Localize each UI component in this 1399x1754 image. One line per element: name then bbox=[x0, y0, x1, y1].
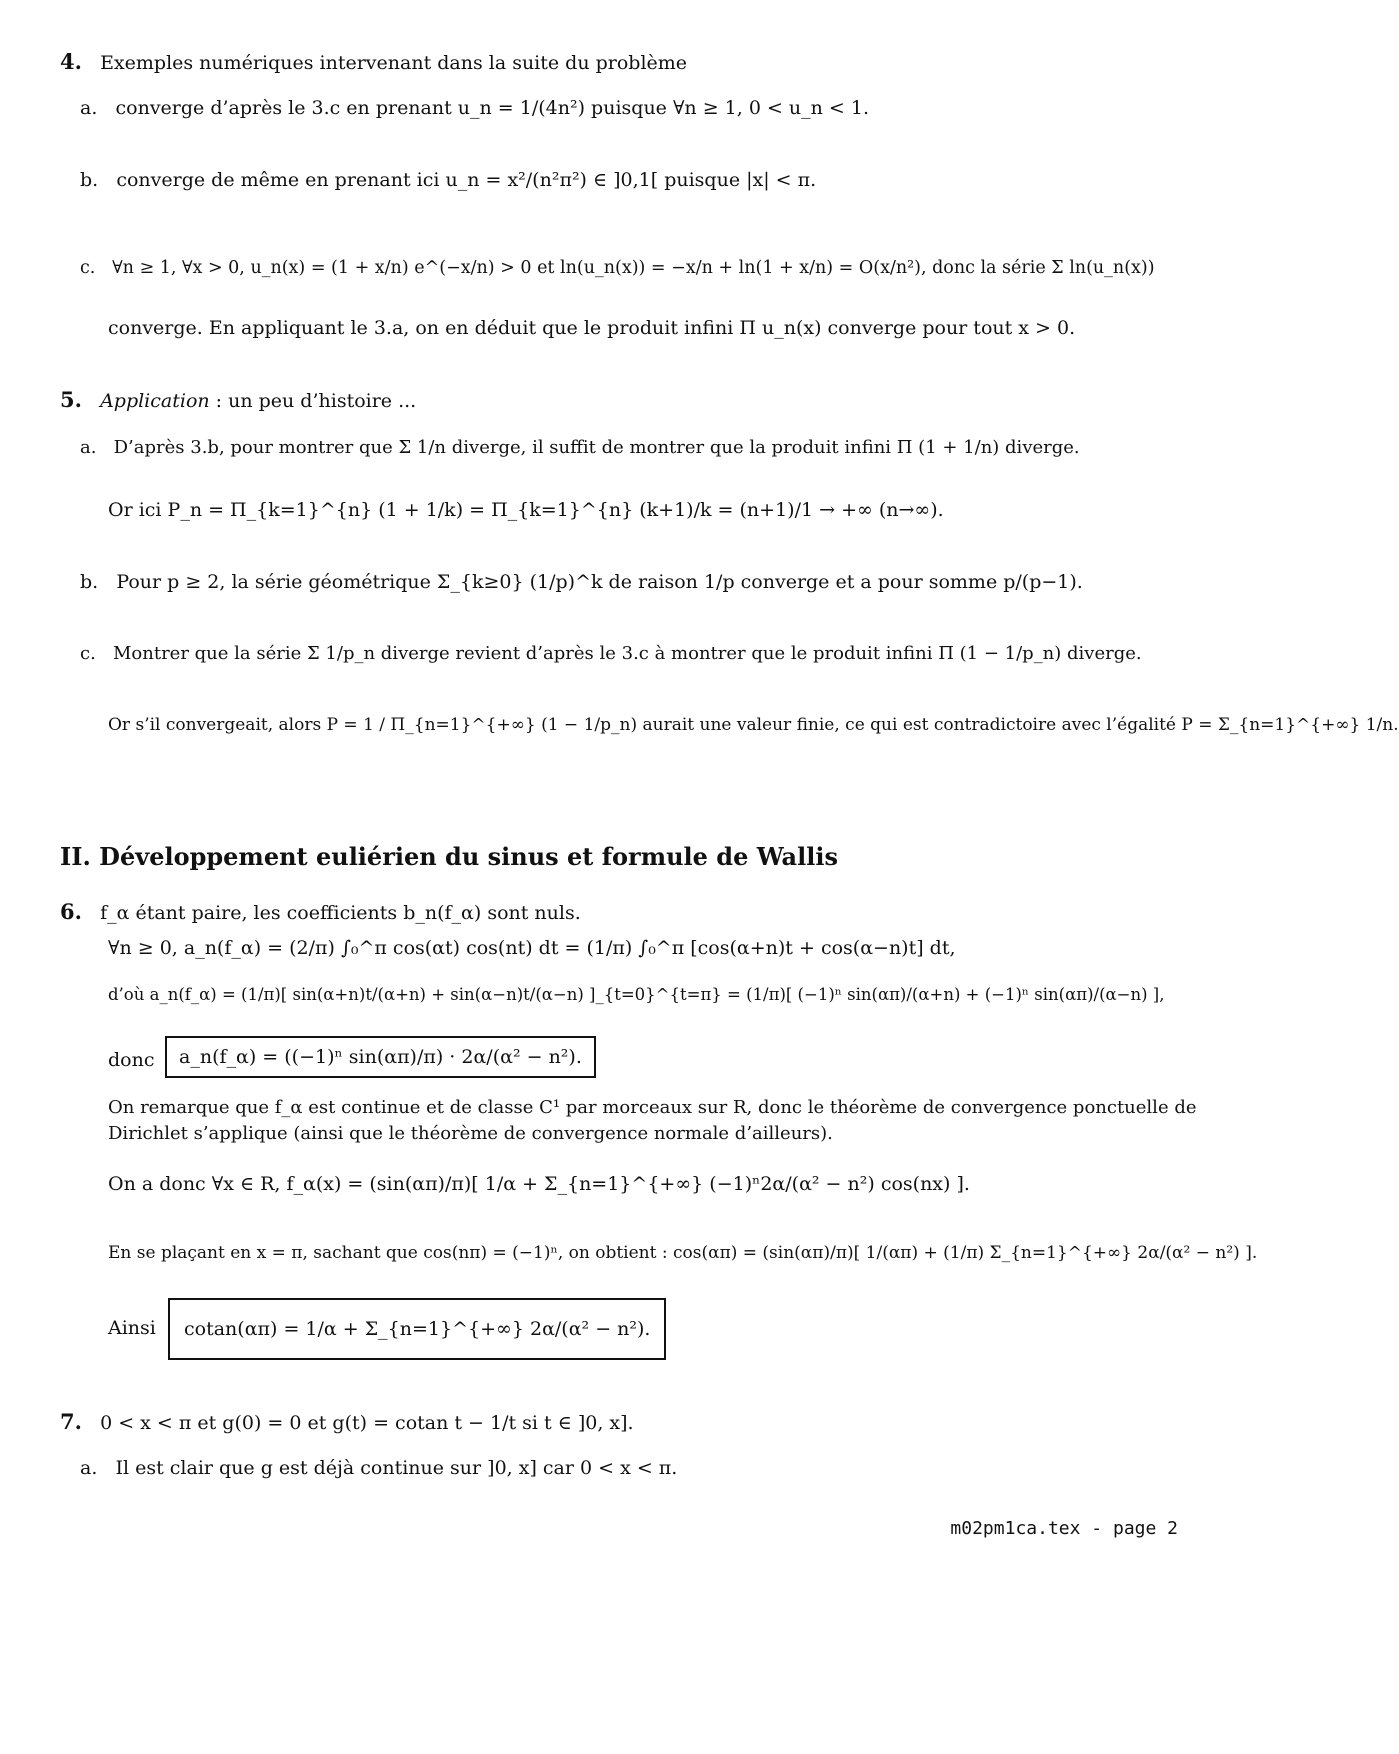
q4c-line bbox=[80, 258, 1155, 278]
q6-line5 bbox=[108, 1244, 1257, 1264]
q7a-line bbox=[80, 1458, 677, 1480]
q4c-label: c. bbox=[80, 258, 96, 278]
q6-line1 bbox=[60, 900, 581, 925]
q4b-label: b. bbox=[80, 169, 99, 191]
q6-line4 bbox=[108, 1174, 970, 1196]
q6-line3 bbox=[108, 986, 1164, 1005]
q5-heading bbox=[60, 388, 416, 413]
q5b-label: b. bbox=[80, 571, 99, 593]
q4a-text: converge d’après le 3.c en prenant u_n = 1/(4n²) puisque ∀n ≥ 1, 0 < u_n < 1. bbox=[115, 97, 870, 119]
q5a-line2 bbox=[108, 500, 944, 522]
q6-boxed-result-2: cotan(απ) = 1/α + Σ_{n=1}^{+∞} 2α/(α² − n²). bbox=[168, 1298, 666, 1360]
q6-para1: On remarque que f_α est continue et de classe C¹ par morceaux sur R, donc le théorème de convergence ponctuelle de bbox=[108, 1097, 1197, 1118]
q4-title: Exemples numériques intervenant dans la suite du problème bbox=[100, 52, 688, 74]
q5b-text: Pour p ≥ 2, la série géométrique Σ_{k≥0} (1/p)^k de raison 1/p converge et a pour somme p/(p−1). bbox=[116, 571, 1083, 593]
q4a-label: a. bbox=[80, 97, 98, 119]
q5-number: 5. bbox=[60, 387, 82, 412]
q6-text4: On a donc ∀x ∈ R, f_α(x) = (sin(απ)/π)[ 1/α + Σ_{n=1}^{+∞} (−1)ⁿ2α/(α² − n²) cos(nx) ]. bbox=[108, 1173, 970, 1195]
q5-title-em: Application bbox=[100, 390, 210, 412]
q6-para2: Dirichlet s’applique (ainsi que le théorème de convergence normale d’ailleurs). bbox=[108, 1123, 833, 1144]
q6-line2 bbox=[108, 938, 956, 960]
q5a-text2: Or ici P_n = Π_{k=1}^{n} (1 + 1/k) = Π_{k=1}^{n} (k+1)/k = (n+1)/1 → +∞ (n→∞). bbox=[108, 499, 944, 521]
q6-ainsi-label: Ainsi bbox=[108, 1317, 156, 1339]
q5c-line2 bbox=[108, 716, 1399, 736]
q5a-label: a. bbox=[80, 437, 97, 458]
q5c-text2: Or s’il convergeait, alors P = 1 / Π_{n=1}^{+∞} (1 − 1/p_n) aurait une valeur finie, ce qui est contradictoire avec l’égalité P = Σ_{n=1}^{+∞} 1/n. bbox=[108, 715, 1399, 735]
section-title: II. Développement euliérien du sinus et formule de Wallis bbox=[60, 842, 838, 871]
q7a-label: a. bbox=[80, 1457, 98, 1479]
q7-number: 7. bbox=[60, 1409, 82, 1434]
q6-text2: ∀n ≥ 0, a_n(f_α) = (2/π) ∫₀^π cos(αt) cos(nt) dt = (1/π) ∫₀^π [cos(α+n)t + cos(α−n)t] dt, bbox=[108, 937, 956, 959]
q4b-line bbox=[80, 170, 816, 192]
q5b-line bbox=[80, 572, 1083, 594]
q5a-text: D’après 3.b, pour montrer que Σ 1/n diverge, il suffit de montrer que la produit infini Π (1 + 1/n) diverge. bbox=[113, 437, 1080, 458]
q6-boxed-result-1: a_n(f_α) = ((−1)ⁿ sin(απ)/π) · 2α/(α² − n²). bbox=[165, 1036, 596, 1078]
q4a-line bbox=[80, 98, 869, 120]
q4c-text2: converge. En appliquant le 3.a, on en déduit que le produit infini Π u_n(x) converge pour tout x > 0. bbox=[108, 317, 1076, 339]
q6-text3: d’où a_n(f_α) = (1/π)[ sin(α+n)t/(α+n) + sin(α−n)t/(α−n) ]_{t=0}^{t=π} = (1/π)[ (−1)ⁿ sin(απ)/(α+n) + (−1)ⁿ sin(απ)/(α−n) ], bbox=[108, 985, 1165, 1004]
q7-text1: 0 < x < π et g(0) = 0 et g(t) = cotan t − 1/t si t ∈ ]0, x]. bbox=[100, 1412, 634, 1434]
q5c-text: Montrer que la série Σ 1/p_n diverge revient d’après le 3.c à montrer que le produit infini Π (1 − 1/p_n) diverge. bbox=[112, 643, 1142, 664]
q5c-line bbox=[80, 644, 1142, 665]
q7-line1 bbox=[60, 1410, 634, 1435]
q5a-line bbox=[80, 438, 1080, 459]
page-footer: m02pm1ca.tex - page 2 bbox=[950, 1518, 1178, 1539]
q5-title-rest: : un peu d’histoire ... bbox=[209, 390, 417, 412]
q4-number: 4. bbox=[60, 49, 82, 74]
q4-heading bbox=[60, 50, 687, 75]
q6-number: 6. bbox=[60, 899, 82, 924]
q6-text5: En se plaçant en x = π, sachant que cos(nπ) = (−1)ⁿ, on obtient : cos(απ) = (sin(απ)/π)[ 1/(απ) + (1/π) Σ_{n=1}^{+∞} 2α/(α² − n²) ]. bbox=[108, 1243, 1258, 1263]
q4b-text: converge de même en prenant ici u_n = x²/(n²π²) ∈ ]0,1[ puisque |x| < π. bbox=[116, 169, 817, 191]
q4c-text: ∀n ≥ 1, ∀x > 0, u_n(x) = (1 + x/n) e^(−x/n) > 0 et ln(u_n(x)) = −x/n + ln(1 + x/n) = O(x/n²), donc la série Σ ln(u_n(x)) bbox=[112, 258, 1155, 278]
q6-text1: f_α étant paire, les coefficients b_n(f_α) sont nuls. bbox=[100, 902, 581, 924]
q6-donc-label: donc bbox=[108, 1049, 155, 1071]
q5c-label: c. bbox=[80, 643, 96, 664]
q7a-text: Il est clair que g est déjà continue sur ]0, x] car 0 < x < π. bbox=[115, 1457, 678, 1479]
q4c-line2 bbox=[108, 318, 1075, 340]
